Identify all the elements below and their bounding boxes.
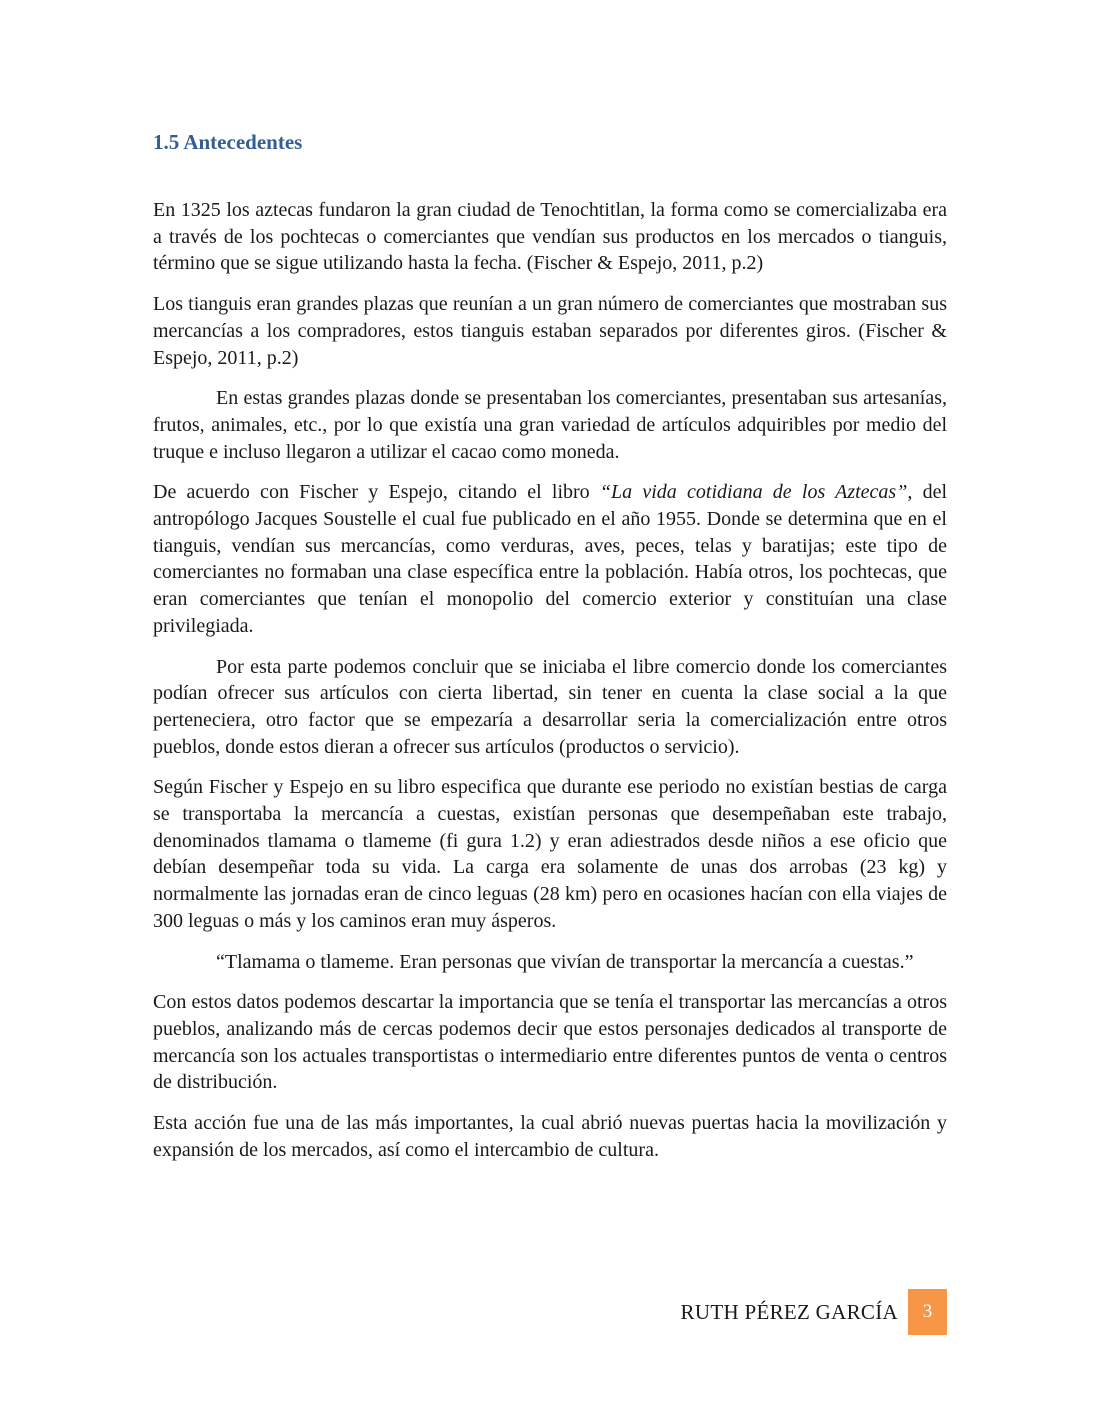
paragraph-2: Los tianguis eran grandes plazas que reunían a un gran número de comerciantes que mostraban sus mercancías a los compradores, estos tianguis estaban separados por diferentes giros. (Fischer & Espejo, 2011, p.2) bbox=[153, 293, 947, 369]
page-footer bbox=[681, 1289, 947, 1335]
paragraph-3: En estas grandes plazas donde se presentaban los comerciantes, presentaban sus artesanías, frutos, animales, etc., por lo que existía una gran variedad de artículos adquiribles por medio del truque e incluso llegaron a utilizar el cacao como moneda. bbox=[153, 387, 947, 463]
author-name: RUTH PÉREZ GARCÍA bbox=[680, 1299, 898, 1324]
paragraph-9: Esta acción fue una de las más importantes, la cual abrió nuevas puertas hacia la movilización y expansión de los mercados, así como el intercambio de cultura. bbox=[153, 1112, 947, 1161]
section-heading: 1.5 Antecedentes bbox=[153, 130, 303, 154]
body-text bbox=[153, 197, 947, 1178]
paragraph-8: Con estos datos podemos descartar la importancia que se tenía el transportar las mercancías a otros pueblos, analizando más de cercas podemos decir que estos personajes dedicados al transporte de mercancía son los actuales transportistas o intermediario entre diferentes puntos de venta o centros de distribución. bbox=[153, 991, 947, 1094]
paragraph-6: Según Fischer y Espejo en su libro especifica que durante ese periodo no existían bestias de carga se transportaba la mercancía a cuestas, existían personas que desempeñaban este trabajo, denominados tlamama o tlameme (fi gura 1.2) y eran adiestrados desde niños a ese oficio que debían desempeñar toda su vida. La carga era solamente de unas dos arrobas (23 kg) y normalmente las jornadas eran de cinco leguas (28 km) pero en ocasiones hacían con ella viajes de 300 leguas o más y los caminos eran muy ásperos. bbox=[153, 776, 947, 932]
page-number-badge: 3 bbox=[908, 1289, 947, 1335]
paragraph-4-lead: De acuerdo con Fischer y Espejo, citando el libro bbox=[153, 481, 600, 504]
book-title: “La vida cotidiana de los Aztecas”, bbox=[599, 481, 913, 504]
quote-paragraph: “Tlamama o tlameme. Eran personas que vivían de transportar la mercancía a cuestas.” bbox=[216, 950, 914, 973]
paragraph-4-rest: del antropólogo Jacques Soustelle el cual fue publicado en el año 1955. Donde se determina que en el tianguis, vendían sus mercancías, como verduras, aves, peces, telas y baratijas; este tipo de comerciantes no formaban una clase específica entre la población. Había otros, los pochtecas, que eran comerciantes que tenían el monopolio del comercio exterior y constituían una clase privilegiada. bbox=[153, 481, 948, 637]
paragraph-5: Por esta parte podemos concluir que se iniciaba el libre comercio donde los comerciantes podían ofrecer sus artículos con cierta libertad, sin tener en cuenta la clase social a la que perteneciera, otro factor que se empezaría a desarrollar seria la comercialización entre otros pueblos, donde estos dieran a ofrecer sus artículos (productos o servicio). bbox=[153, 655, 947, 758]
paragraph-1: En 1325 los aztecas fundaron la gran ciudad de Tenochtitlan, la forma como se comercializaba era a través de los pochtecas o comerciantes que vendían sus productos en los mercados o tianguis, término que se sigue utilizando hasta la fecha. (Fischer & Espejo, 2011, p.2) bbox=[153, 199, 947, 275]
paragraph-4 bbox=[153, 479, 947, 639]
